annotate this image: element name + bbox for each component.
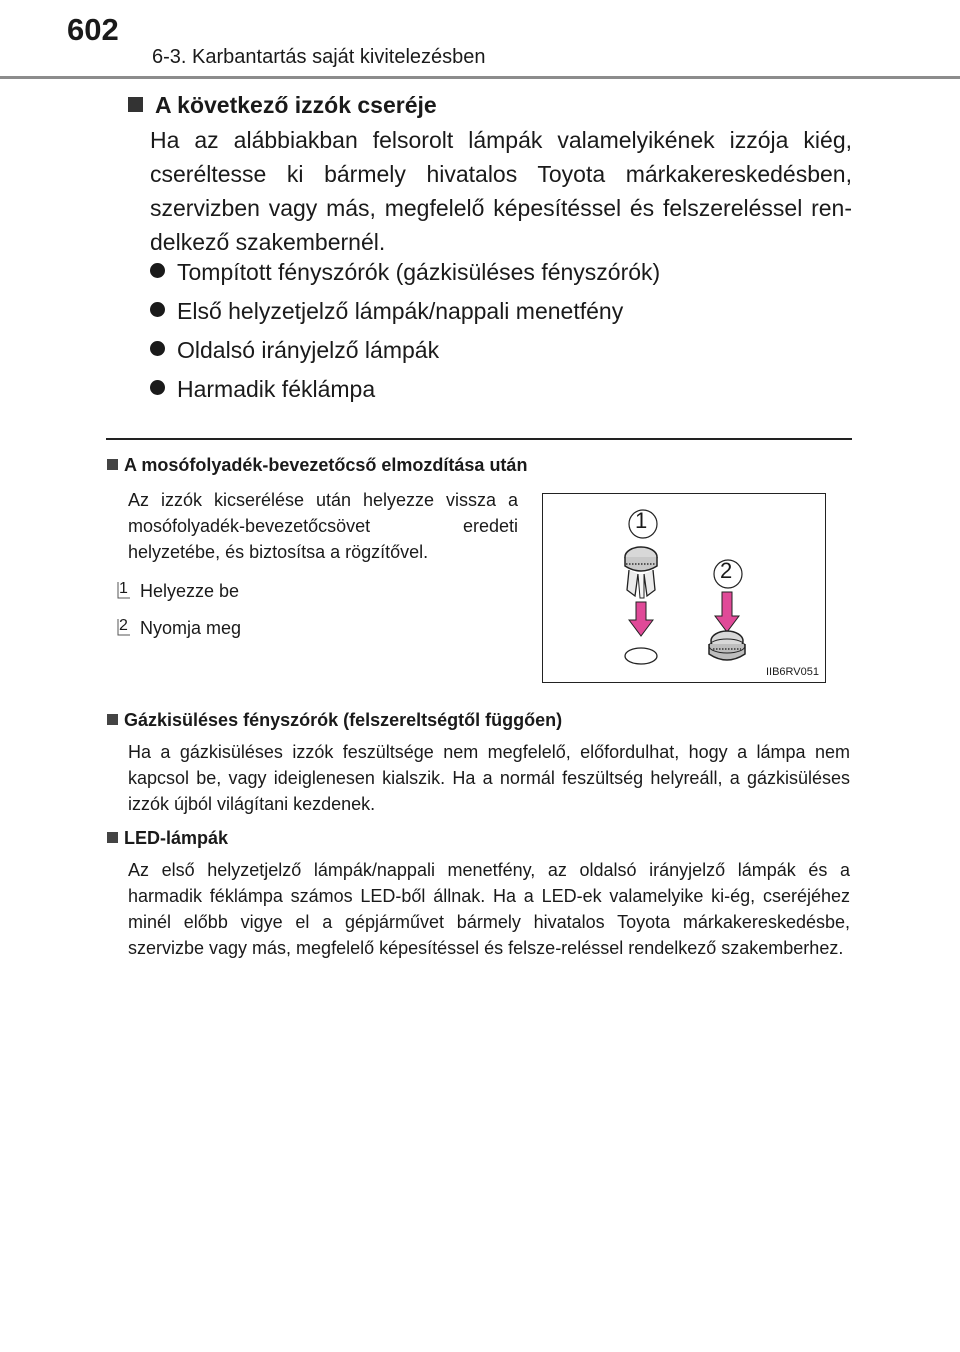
section-body-led: Az első helyzetjelző lámpák/nappali menetfény, az oldalsó irányjelző lámpák és a harmadik féklámpa számos LED-ből állnak. Ha a LED-ek valamelyike ki-ég, cseréjéhez minél előbb vigye el a gépjárművet bármely hivatalos Toyota márkakereskedésbe, szervizbe vagy más, megfelelő képesítéssel és felsze-reléssel rendelkező szakemberhez. bbox=[128, 860, 850, 958]
list-item-text: Első helyzetjelző lámpák/nappali menetfény bbox=[177, 298, 624, 324]
header-divider bbox=[0, 76, 960, 79]
list-item-text: Oldalsó irányjelző lámpák bbox=[177, 337, 440, 363]
square-bullet-icon bbox=[107, 459, 118, 470]
figure-code: IIB6RV051 bbox=[765, 666, 819, 678]
list-item-text: Harmadik féklámpa bbox=[177, 376, 376, 402]
square-bullet-icon bbox=[107, 832, 118, 843]
bullet-dot-icon bbox=[150, 341, 165, 356]
section-title-text: Gázkisüléses fényszórók (felszereltségtől függően) bbox=[124, 710, 563, 730]
bullet-dot-icon bbox=[150, 380, 165, 395]
step-number-badge bbox=[116, 580, 132, 600]
section-title-washer bbox=[107, 455, 527, 476]
section-title-gas bbox=[107, 710, 562, 731]
list-item bbox=[150, 333, 660, 372]
list-item bbox=[150, 372, 660, 411]
list-item-text: Tompított fényszórók (gázkisüléses fényszórók) bbox=[177, 259, 661, 285]
bullet-dot-icon bbox=[150, 263, 165, 278]
figure-label-2: 2 bbox=[720, 558, 733, 583]
section-divider bbox=[106, 438, 852, 440]
section-title-bulbs bbox=[128, 92, 437, 119]
figure-label-1: 1 bbox=[635, 508, 648, 533]
section-title-text: A mosófolyadék-bevezetőcső elmozdítása után bbox=[124, 455, 528, 475]
section-title-text: LED-lámpák bbox=[124, 828, 229, 848]
step-number-badge bbox=[116, 617, 132, 637]
section-body-gas: Ha a gázkisüléses izzók feszültsége nem megfelelő, előfordulhat, hogy a lámpa nem kapcsol be, vagy ideiglenesen kialszik. Ha a normál feszültség helyreáll, a gázkisüléses izzók újból világítani kezdenek. bbox=[128, 742, 850, 814]
step-1 bbox=[116, 580, 239, 602]
square-bullet-icon bbox=[107, 714, 118, 725]
section-title-text: A következő izzók cseréje bbox=[155, 92, 437, 118]
step-2 bbox=[116, 617, 241, 639]
clip-drawing bbox=[543, 494, 824, 681]
section-title-led bbox=[107, 828, 228, 849]
section-body-washer: Az izzók kicserélése után helyezze vissza a mosófolyadék-bevezetőcsövet eredeti helyzetébe, és biztosítsa a rögzítővel. bbox=[128, 490, 518, 562]
clip-illustration bbox=[542, 493, 826, 683]
bullet-dot-icon bbox=[150, 302, 165, 317]
step-text: Nyomja meg bbox=[140, 618, 242, 638]
page-number: 602 bbox=[67, 12, 119, 47]
bulb-list bbox=[150, 255, 660, 411]
step-number: 1 bbox=[119, 580, 128, 597]
step-text: Helyezze be bbox=[140, 581, 240, 601]
step-number: 2 bbox=[119, 617, 128, 634]
section-body-bulbs: Ha az alábbiakban felsorolt lámpák valamelyikének izzója kiég, cseréltesse ki bármely hivatalos Toyota márkakereskedésben, szervizben vagy más, megfelelő képesítéssel és felszereléssel ren-delkező szakembernél. bbox=[150, 127, 852, 255]
square-bullet-icon bbox=[128, 97, 143, 112]
list-item bbox=[150, 255, 660, 294]
list-item bbox=[150, 294, 660, 333]
chapter-title: 6-3. Karbantartás saját kivitelezésben bbox=[152, 46, 486, 68]
